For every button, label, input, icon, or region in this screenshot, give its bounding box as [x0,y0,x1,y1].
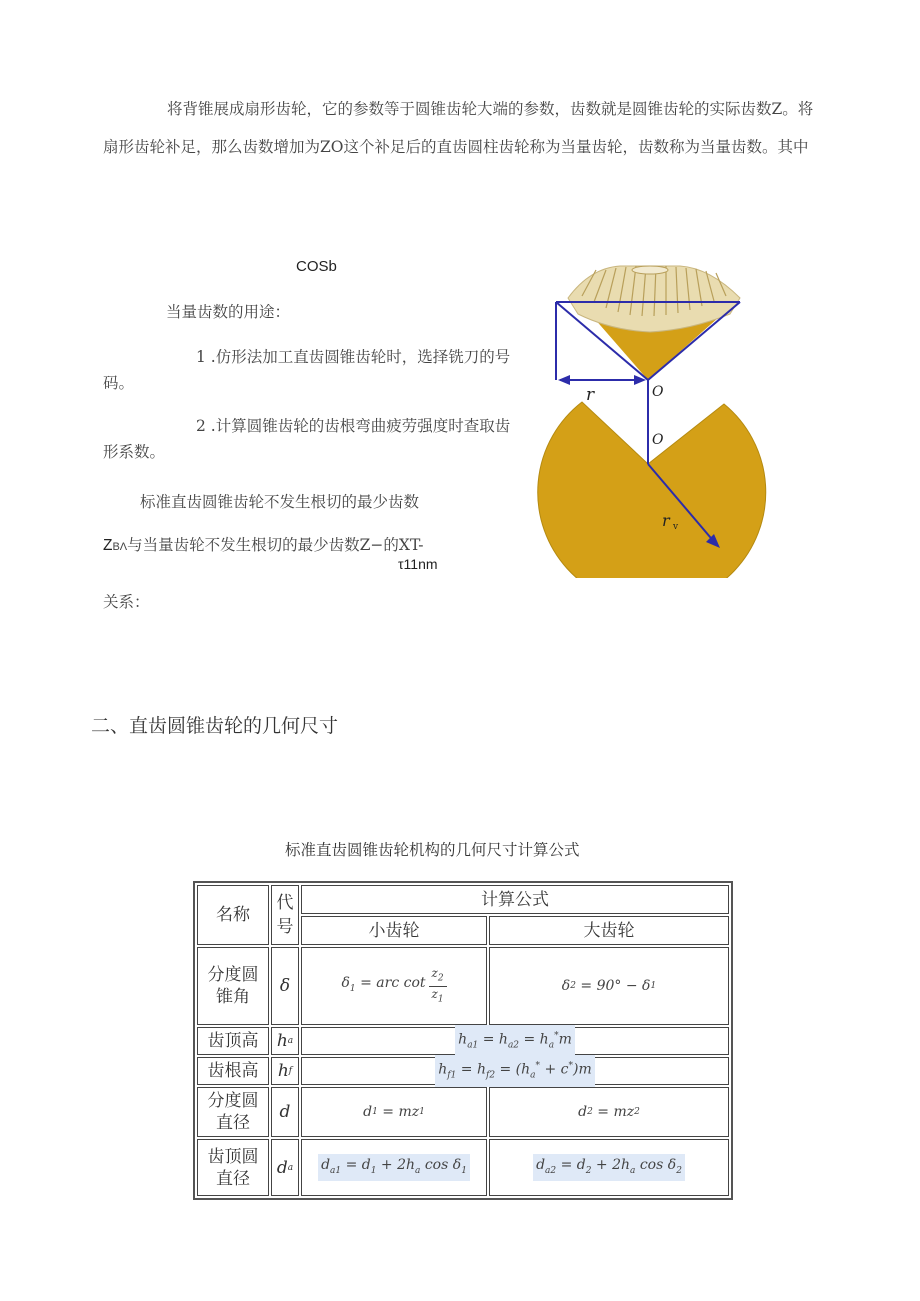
min-teeth-line1: 标准直齿圆锥齿轮不发生根切的最少齿数 [140,493,420,511]
uses-item-1 [103,344,523,396]
label-rv-sub: v [673,522,679,532]
header-large-gear: 大齿轮 [489,916,729,945]
row-symbol: d [271,1087,299,1137]
intro-paragraph [103,90,823,166]
bevel-gear-diagram [530,258,770,578]
label-r: r [586,385,595,405]
section-heading: 二、直齿圆锥齿轮的几何尺寸 [91,715,339,737]
label-rv: r [662,511,670,530]
header-code: 代号 [271,885,299,945]
bevel-gear-image [568,266,740,332]
header-small-gear: 小齿轮 [301,916,487,945]
row-name: 齿根高 [197,1057,269,1085]
row-formula-both: $h_{f1} = h_{f2} = (h_a^* + c^*)m$ [301,1057,729,1085]
row-small-formula: d 1 = mz 1 [301,1087,487,1137]
equivalent-gear-sector [538,402,766,578]
z-subscript: BΛ [112,541,128,553]
min-teeth-line2 [103,533,424,555]
row-large-formula: d 2 = mz 2 [489,1087,729,1137]
label-o1: O [652,384,664,400]
row-name: 分度圆锥角 [197,947,269,1025]
row-small-formula: $\delta_1$ = arc cot $\frac{z_2}{z_1}$ [301,947,487,1025]
row-name: 齿顶圆直径 [197,1139,269,1196]
header-name: 名称 [197,885,269,945]
row-formula-both: $h_{a1} = h_{a2} = h_a^*m$ [301,1027,729,1055]
uses-item-2-text: 2 .计算圆锥齿轮的齿根弯曲疲劳强度时查取齿形系数。 [103,417,511,461]
row-large-formula: δ 2 = 90° − δ 1 [489,947,729,1025]
uses-item-2 [103,413,523,465]
row-name: 分度圆直径 [197,1087,269,1137]
min-teeth-line2-text: 与当量齿轮不发生根切的最少齿数Z−的XT- [127,536,424,554]
row-symbol: h a [271,1027,299,1055]
z-symbol: Z [103,537,113,554]
table-caption: 标准直齿圆锥齿轮机构的几何尺寸计算公式 [285,841,580,859]
label-o2: O [652,432,664,448]
formula-fragment: COSb [296,258,337,275]
formula-fragment-2: τ11nm [398,556,438,572]
row-symbol: d a [271,1139,299,1196]
row-name: 齿顶高 [197,1027,269,1055]
uses-title: 当量齿数的用途： [166,303,291,321]
row-large-formula: $d_{a2} = d_2 + 2h_a$ $\cos \delta_2$ [489,1139,729,1196]
intro-text: 将背锥展成扇形齿轮，它的参数等于圆锥齿轮大端的参数，齿数就是圆锥齿轮的实际齿数Z。将扇形齿轮补足，那么齿数增加为ZO这个补足后的直齿圆柱齿轮称为当量齿轮，齿数称为当量齿数。其中 [103,100,814,156]
uses-item-1-text: 1 .仿形法加工直齿圆锥齿轮时，选择铣刀的号码。 [103,348,511,392]
min-teeth-line3: 关系： [103,593,150,611]
row-symbol: h f [271,1057,299,1085]
formula-table [193,881,733,1200]
header-formula: 计算公式 [301,885,729,914]
row-symbol: δ [271,947,299,1025]
row-small-formula: $d_{a1} = d_1 + 2h_a$ $\cos \delta_1$ [301,1139,487,1196]
